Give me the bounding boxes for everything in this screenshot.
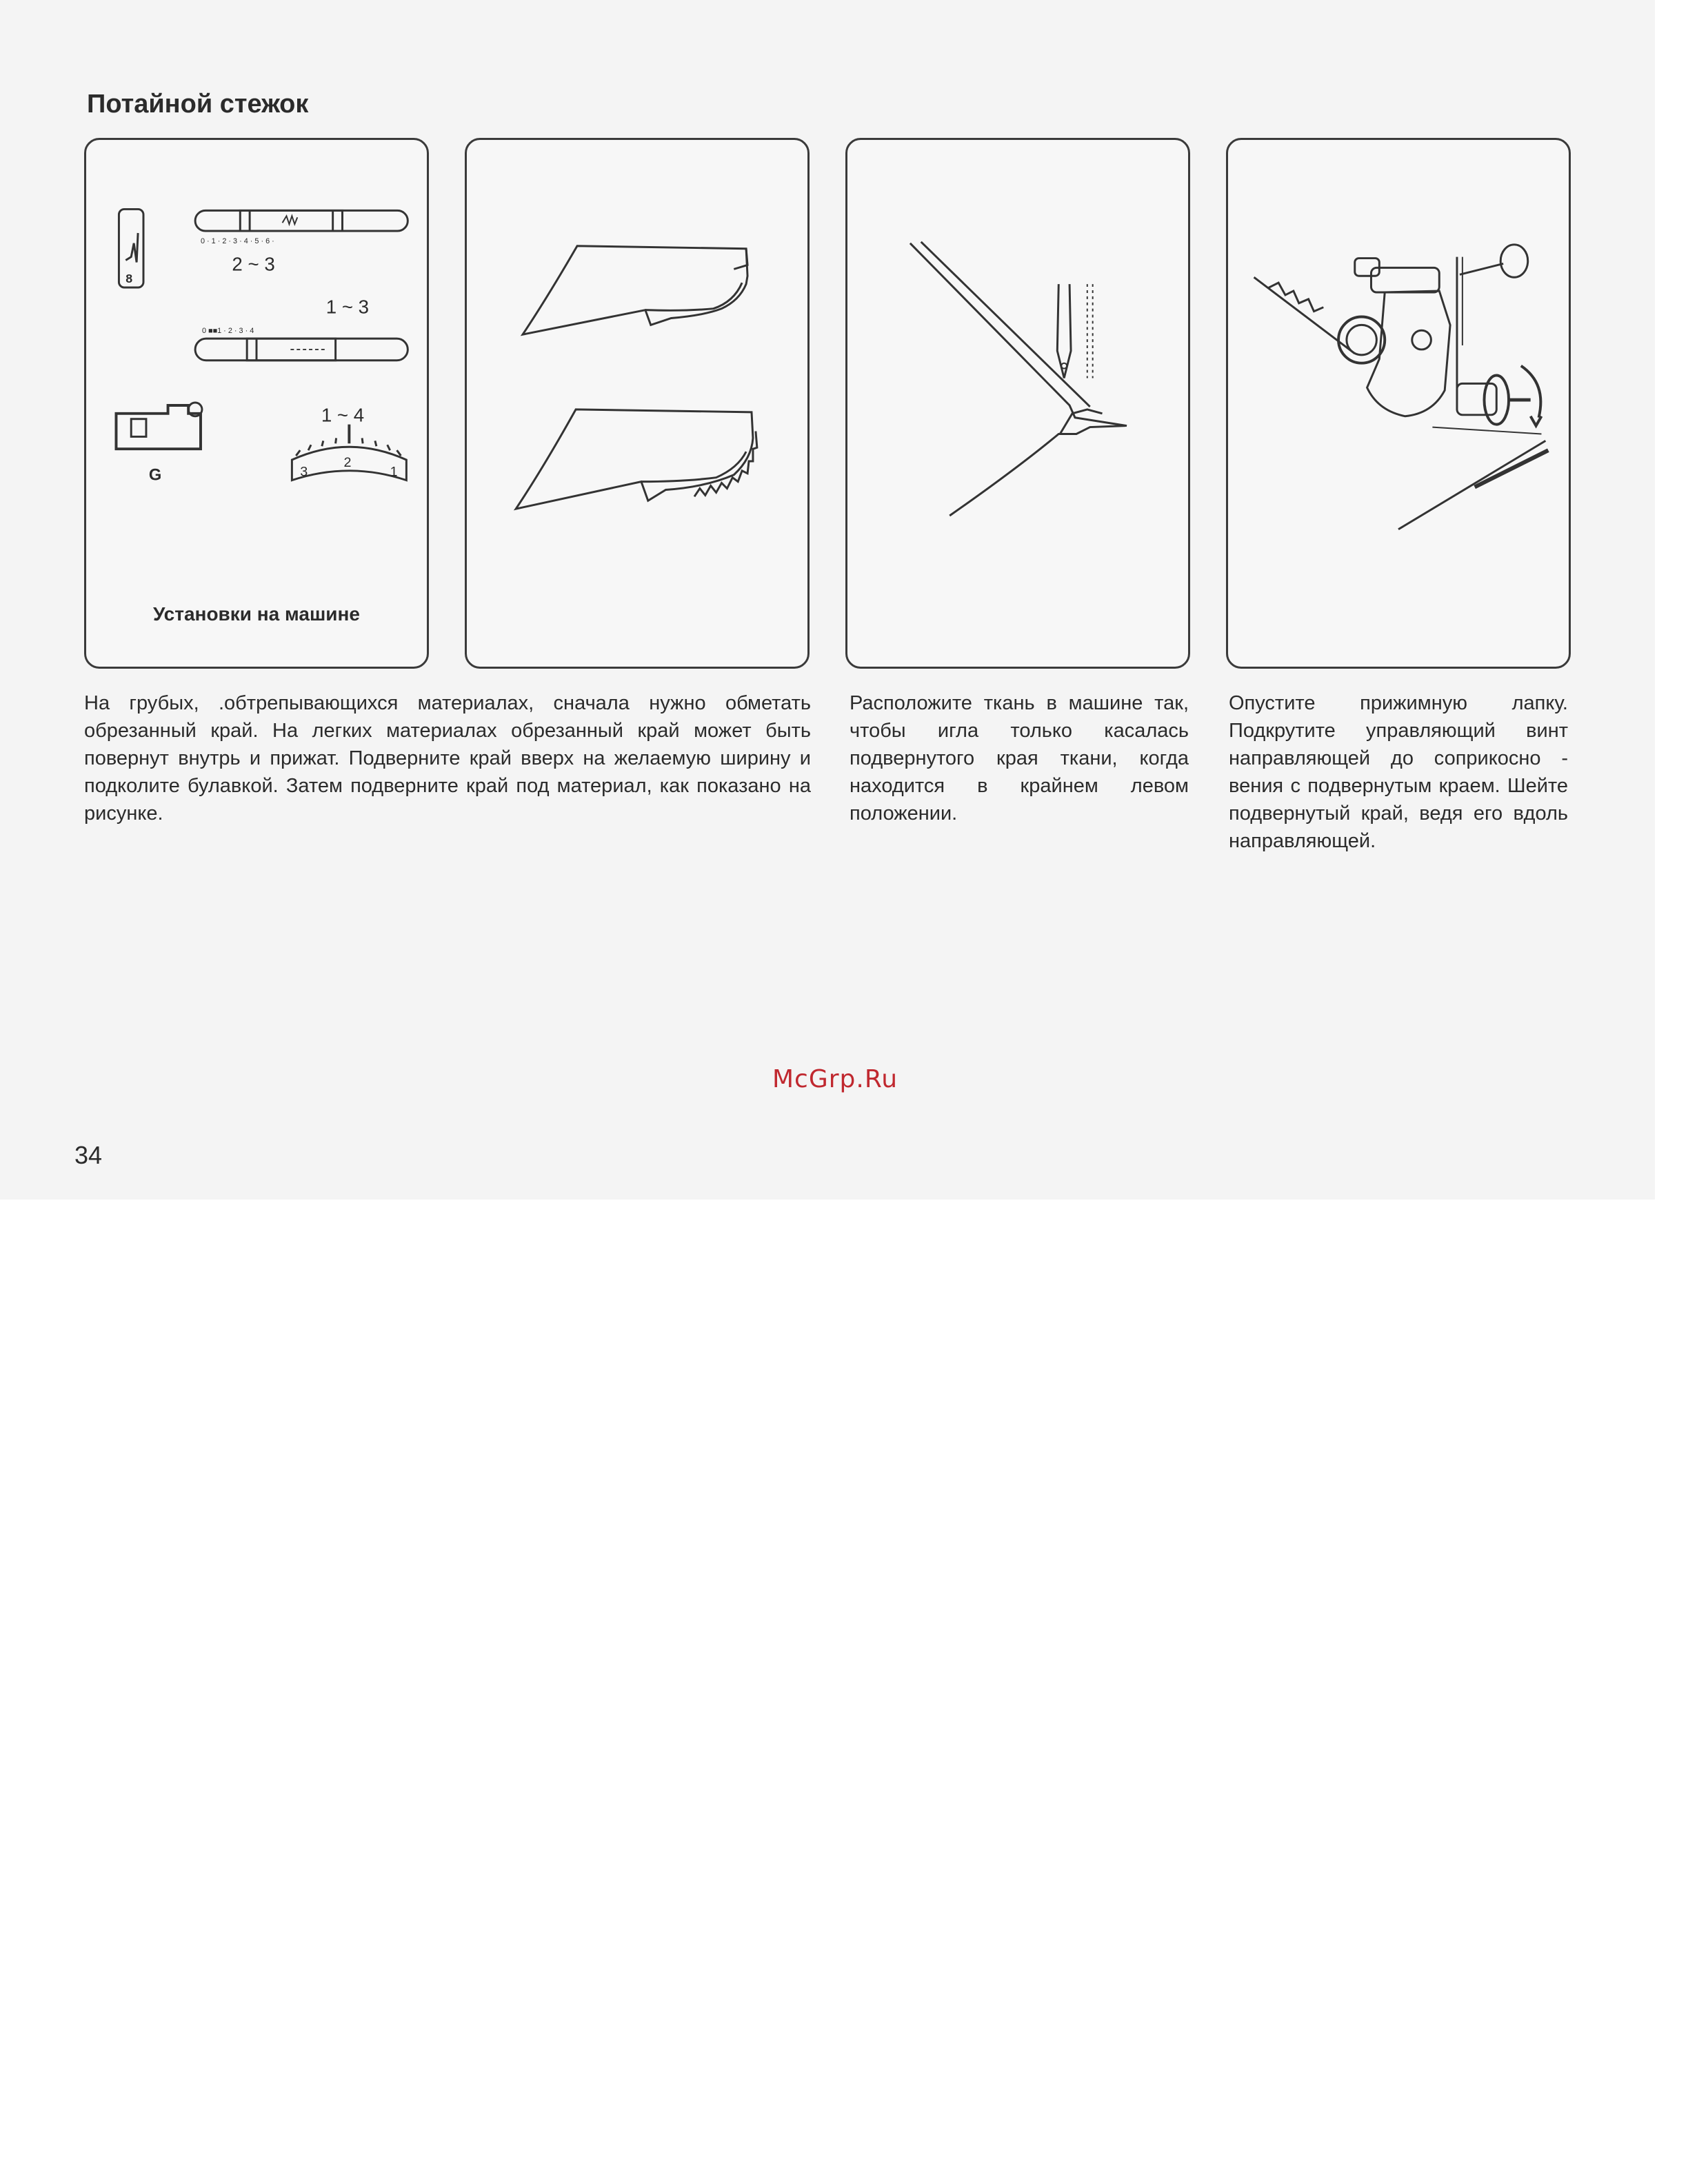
stitch-width-value: 2 ~ 3 [232, 253, 275, 275]
foot-label: G [148, 466, 162, 485]
stitch-width-scale: 0 · 1 · 2 · 3 · 4 · 5 · 6 · [200, 236, 274, 245]
stitch-length-value: 1 ~ 3 [325, 296, 370, 318]
tension-value: 1 ~ 4 [321, 404, 365, 426]
pattern-number: 8 [125, 272, 133, 286]
tension-dial-3: 3 [300, 464, 308, 480]
instruction-text-middle: Расположите ткань в машине так, чтобы игла только касалась подвернутого края ткани, когда находится в крайнем левом положении. [850, 692, 1189, 825]
fold-illustration-panel [465, 138, 810, 669]
tension-dial-1: 1 [390, 464, 398, 480]
watermark-link[interactable]: McGrp.Ru [772, 1065, 898, 1093]
page-number: 34 [74, 1141, 103, 1169]
instruction-text-left: На грубых, .обтрепывающихся материалах, сначала нужно обметать обрезанный край. На легких материалах обрезанный край может быть повернут внутрь и прижат. Подверните край вверх на желаемую ширину и подколите булавкой. Затем подверните край под материал, как показано на рисунке. [84, 692, 811, 825]
fabric-fold-illustration [467, 140, 807, 667]
instruction-text-right: Опустите прижимную лапку. Подкрутите управляющий винт направляющей до соприкосно - вения с подвернутым краем. Шейте подвернутый край, ведя его вдоль направляющей. [1229, 692, 1568, 852]
section-title: Потайной стежок [87, 90, 309, 119]
guide-illustration-panel [1226, 138, 1571, 669]
presser-foot-guide-illustration [1228, 140, 1569, 667]
position-illustration-panel [845, 138, 1190, 669]
machine-settings-illustration [86, 140, 427, 667]
needle-position-illustration [847, 140, 1188, 667]
blank-area [0, 1200, 1688, 2184]
stitch-length-scale: 0 ■■1 · 2 · 3 · 4 [201, 327, 254, 336]
tension-dial-2: 2 [343, 454, 352, 470]
settings-caption: Установки на машине [153, 603, 360, 625]
settings-panel [84, 138, 429, 669]
